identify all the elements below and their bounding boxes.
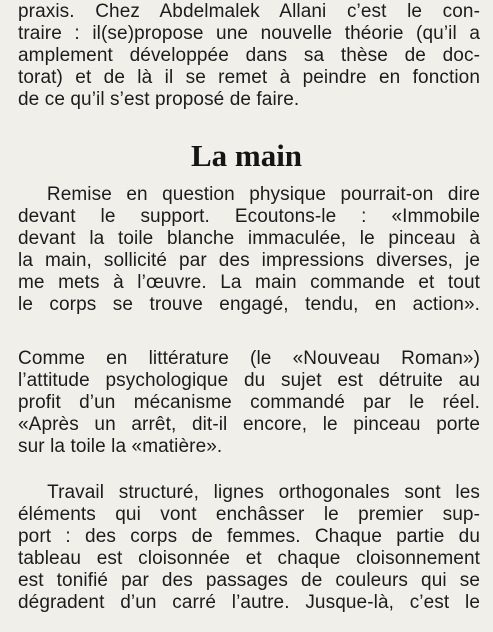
text-line: traire : il(se)propose une nouvelle théorie (qu’il a [18,23,480,44]
text-line: «Après un arrêt, dit-il encore, le pinceau porte [18,414,480,435]
text-line: l’attitude psychologique du sujet est détruite au [18,370,480,391]
text-line: Travail structuré, lignes orthogonales sont les [18,482,480,503]
text-line: praxis. Chez Abdelmalek Allani c’est le con- [18,1,480,22]
text-line: tableau est cloisonnée et chaque cloisonnement [18,548,480,569]
text-line: devant le support. Ecoutons-le : «Immobile [18,206,480,227]
section-heading: La main [190,138,303,173]
text-line: dégradent d’un carré l’autre. Jusque-là, c’est le [18,592,480,613]
text-line: la main, sollicité par des impressions diverses, je [18,250,480,271]
text-line: éléments qui vont enchâsser le premier sup- [18,504,480,525]
text-line: port : des corps de femmes. Chaque partie du [18,526,480,547]
text-line: Comme en littérature (le «Nouveau Roman») [18,348,480,369]
body-paragraph [18,184,480,316]
text-line: amplement développée dans sa thèse de doc- [18,45,480,66]
text-line: torat) et de là il se remet à peindre en fonction [18,67,480,88]
text-line: le corps se trouve engagé, tendu, en action». [18,294,480,315]
intro-paragraph [18,1,480,111]
text-line: est tonifié par des passages de couleurs qui se [18,570,480,591]
text-line: devant la toile blanche immaculée, le pinceau à [18,228,480,249]
body-paragraph [18,482,480,614]
text-line: Remise en question physique pourrait-on dire [18,184,480,205]
text-line: sur la toile la «matière». [18,436,223,457]
body-paragraph [18,348,480,458]
text-line: me mets à l’œuvre. La main commande et tout [18,272,480,293]
text-line: de ce qu’il s’est proposé de faire. [18,89,300,110]
text-line: profit d’un mécanisme commandé par le réel. [18,392,480,413]
